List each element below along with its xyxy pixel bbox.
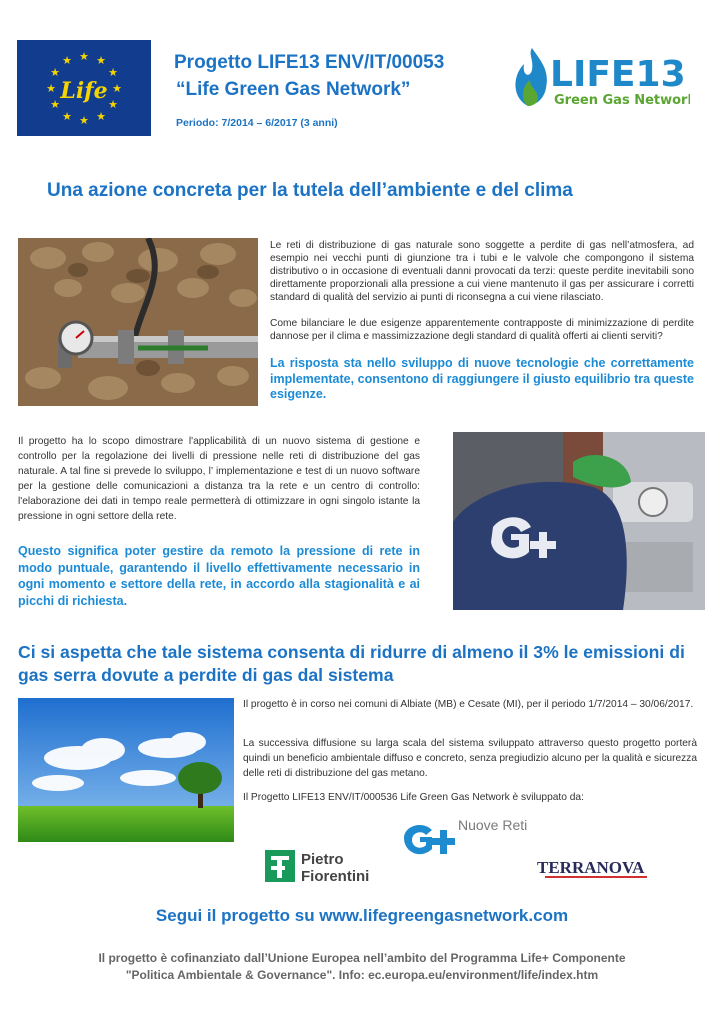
svg-text:★: ★ (96, 54, 106, 67)
terranova-text: TERRANOVA (537, 858, 645, 877)
project-location-paragraph: Il progetto è in corso nei comuni di Albiate (MB) e Cesate (MI), per il periodo 1/7/2014 – 30/06/2017. (243, 699, 694, 710)
question-paragraph: Come bilanciare le due esigenze apparentemente contrapposte di minimizzazione di perdite dannose per il clima e massimizzazione degli standard di qualità offerti ai clienti serviti? (270, 318, 694, 342)
svg-text:★: ★ (79, 50, 89, 63)
emissions-headline: Ci si aspetta che tale sistema consenta di ridurre di almeno il 3% le emissioni di gas serra dovute a perdite di gas dal sistema (18, 642, 685, 685)
nuove-reti-text: Nuove Reti (458, 817, 528, 833)
cofinancing-footer (0, 950, 724, 984)
project-code-title: Progetto LIFE13 ENV/IT/00053 (174, 52, 445, 73)
follow-project-link[interactable]: Segui il progetto su www.lifegreengasnetwork.com (155, 906, 569, 925)
svg-text:★: ★ (96, 110, 106, 123)
flame-icon (515, 48, 546, 106)
eu-life-logo (17, 40, 151, 136)
intro-paragraph: Le reti di distribuzione di gas naturale sono soggette a perdite di gas nell’atmosfera, ad esempio nei vecchi punti di giunzione tra i tubi e le valvole che compongono il sistema distributivo o in occasione di eventuali danni provocati da terzi: queste perdite inevitabili sono direttamente proporzionali alla pressione a cui viene mantenuto il gas per assicurare i corretti standard di qualità del servizio ai punti di riconsegna a cui viene rilasciato. (270, 240, 694, 303)
gas-pipe-photo (18, 238, 258, 406)
life13-green-gas-logo (510, 46, 690, 110)
svg-text:★: ★ (108, 98, 118, 111)
terranova-logo (535, 851, 655, 881)
footer-line-1: Il progetto è cofinanziato dall’Unione Europea nell’ambito del Programma Life+ Componente (98, 951, 626, 965)
project-scope-paragraph: Il progetto ha lo scopo dimostrare l'applicabilità di un nuovo sistema di gestione e controllo per la regolazione dei livelli di pressione nelle reti di distribuzione del gas naturale. A tal fine si prevede lo sviluppo, l’ implementazione e test di un nuovo software per la gestione delle comunicazioni a distanza tra la rete e un centro di controllo: l'elaborazione dei dati in tempo reale permetterà di ottimizzare in ogni singolo istante la pressione in ogni settore della rete. (18, 436, 420, 522)
svg-text:★: ★ (50, 66, 60, 79)
diffusion-paragraph: La successiva diffusione su larga scala del sistema sviluppato attraverso questo progetto porterà quindi un beneficio ambientale diffuso e concreto, senza pregiudizio alcuno per la qualità e sicurezza delle reti di distribuzione del gas metano. (243, 738, 698, 779)
fiorentini-text: Fiorentini (301, 868, 370, 884)
svg-text:★: ★ (112, 82, 122, 95)
developers-intro: Il Progetto LIFE13 ENV/IT/000536 Life Green Gas Network è sviluppato da: (243, 792, 584, 803)
gplus-icon (404, 825, 455, 854)
remote-control-highlight: Questo significa poter gestire da remoto la pressione di rete in modo puntuale, garantendo il livello effettivamente necessario in ogni momento e settore della rete, in accordo alla stagionalità e ai picchi di richiesta. (18, 544, 420, 608)
svg-text:★: ★ (50, 98, 60, 111)
project-name-title: “Life Green Gas Network” (176, 79, 411, 100)
svg-text:★: ★ (79, 114, 89, 127)
pietro-fiorentini-logo (265, 848, 395, 884)
life-logo-text: Life (60, 78, 108, 104)
pf-square-icon (265, 850, 295, 882)
footer-line-2: "Politica Ambientale & Governance". Info: ec.europa.eu/environment/life/index.htm (125, 968, 599, 982)
svg-text:★: ★ (62, 110, 72, 123)
main-headline: Una azione concreta per la tutela dell’ambiente e del clima (47, 180, 573, 201)
pietro-text: Pietro (301, 851, 344, 868)
svg-text:★: ★ (46, 82, 56, 95)
green-gas-network-logo-text: Green Gas Network (554, 93, 690, 108)
eu-stars-icon (17, 40, 151, 136)
tree-landscape-photo (18, 698, 234, 842)
project-period: Periodo: 7/2014 – 6/2017 (3 anni) (176, 117, 338, 129)
svg-text:★: ★ (108, 66, 118, 79)
svg-text:★: ★ (62, 54, 72, 67)
technician-photo (453, 432, 705, 610)
answer-highlight: La risposta sta nello sviluppo di nuove tecnologie che correttamente implementate, consentono di raggiungere il giusto equilibrio tra queste esigenze. (270, 356, 694, 401)
life13-logo-text: LIFE13 (550, 54, 686, 95)
